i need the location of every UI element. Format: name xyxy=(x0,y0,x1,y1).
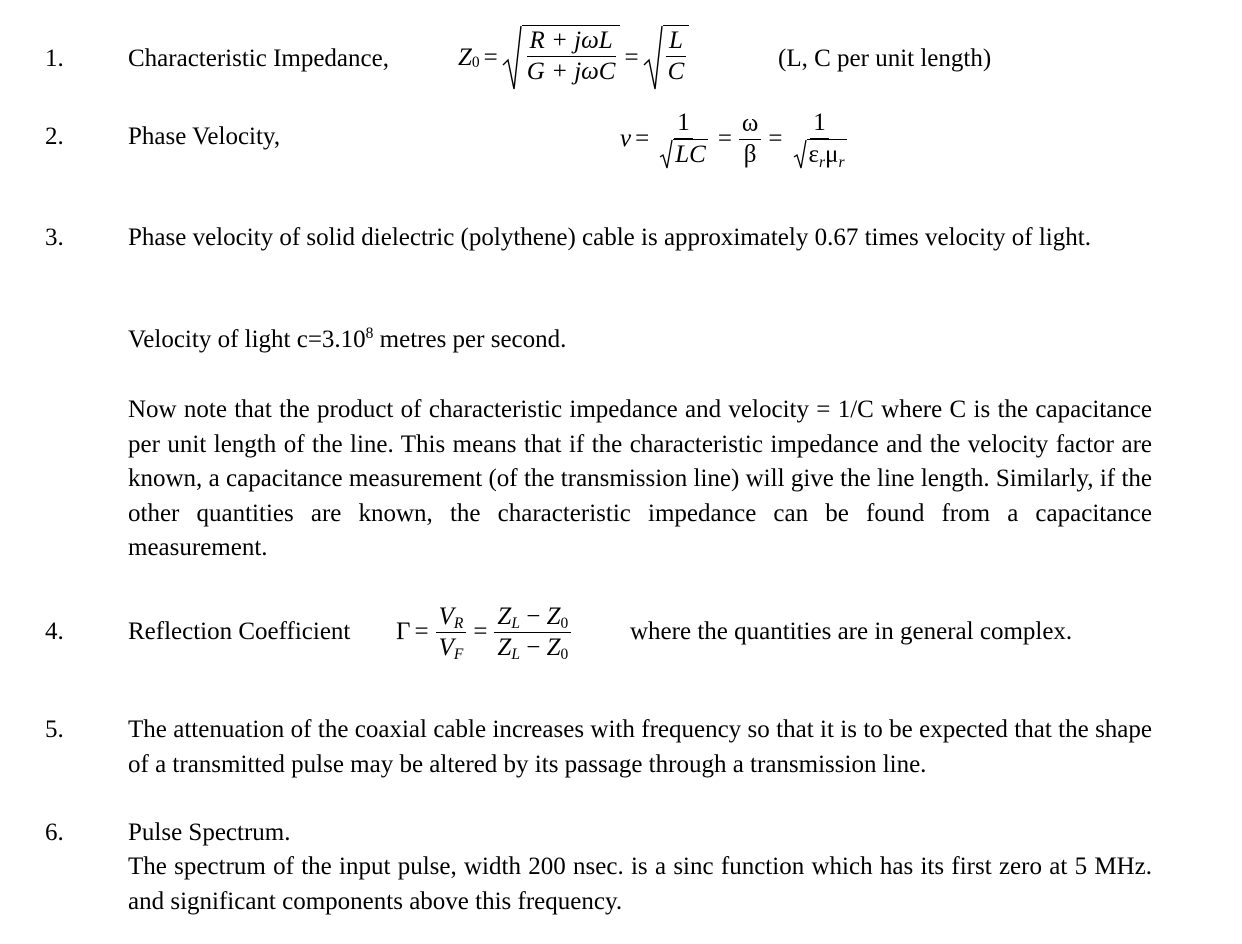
item-6-paragraph: The spectrum of the input pulse, width 200 nsec. is a sinc function which has its first zero at 5 MHz. and significant components above this frequency. xyxy=(128,853,1152,915)
reflection-coefficient-formula xyxy=(396,597,574,667)
radical-sign-icon xyxy=(502,25,522,91)
gamma-symbol: Γ xyxy=(396,618,411,645)
item-2-label: Phase Velocity, xyxy=(128,123,281,150)
item-4-number: 4. xyxy=(45,618,64,645)
equals-sign: = xyxy=(624,44,639,71)
characteristic-impedance-formula: Z 0 = $\frac{\text{R + jωL}}{\text{G + jωC}}$ = $\frac{L}{C}$ xyxy=(458,18,689,98)
lc-radicand: LC xyxy=(675,141,706,169)
zl-symbol: Z xyxy=(497,633,512,661)
item-5-paragraph: The attenuation of the coaxial cable increases with frequency so that it is to be expected that the shape of a transmitted pulse may be altered by its passage through a transmission line. xyxy=(128,716,1152,778)
vf-subscript: F xyxy=(453,646,464,664)
zl-symbol: Z xyxy=(497,602,512,630)
sqrt-lc xyxy=(659,139,708,170)
sqrt-impedance-ratio xyxy=(502,25,621,91)
c-denominator: C xyxy=(667,58,685,85)
item-6-number: 6. xyxy=(45,819,64,846)
light-exponent: 8 xyxy=(365,325,374,343)
equals-sign: = xyxy=(473,618,488,645)
equals-sign: = xyxy=(768,125,783,152)
radical-sign-icon xyxy=(659,139,673,169)
item-3-number: 3. xyxy=(45,224,64,251)
z0-subscript: 0 xyxy=(560,615,569,633)
phase-velocity-formula xyxy=(620,100,853,178)
item-1-label: Characteristic Impedance, xyxy=(128,45,389,72)
equals-sign: = xyxy=(635,125,650,152)
radical-sign-icon xyxy=(793,139,807,169)
one-numerator: 1 xyxy=(674,108,693,139)
z0-symbol: Z xyxy=(546,602,561,630)
item-3-paragraph-1: Phase velocity of solid dielectric (polythene) cable is approximately 0.67 times velocity of light. xyxy=(128,224,1091,251)
sqrt-l-over-c xyxy=(643,25,690,91)
zl-subscript: L xyxy=(511,646,520,664)
minus-sign: − xyxy=(519,633,547,661)
mu-symbol: μ xyxy=(825,141,839,169)
item-4-trailing-text: where the quantities are in general complex. xyxy=(630,618,1073,645)
item-5-number: 5. xyxy=(45,716,64,743)
item-6-heading: Pulse Spectrum. xyxy=(128,819,291,846)
radical-sign-icon xyxy=(643,25,663,91)
zl-subscript: L xyxy=(511,615,520,633)
omega-numerator: ω xyxy=(739,109,761,140)
one-numerator: 1 xyxy=(810,108,829,139)
item-4-label: Reflection Coefficient xyxy=(128,618,351,645)
sqrt-eps-mu xyxy=(793,139,847,170)
equals-sign: = xyxy=(717,125,732,152)
mu-subscript: r xyxy=(838,154,845,172)
light-suffix: metres per second. xyxy=(373,326,567,353)
z0-subscript: 0 xyxy=(560,646,569,664)
equals-sign: = xyxy=(483,44,498,71)
equals-sign: = xyxy=(414,618,429,645)
vf-symbol: V xyxy=(438,633,454,661)
l-numerator: L xyxy=(666,26,686,57)
epsilon-symbol: ε xyxy=(808,141,819,169)
z0-symbol: Z xyxy=(546,633,561,661)
impedance-denominator: G + jωC xyxy=(526,58,616,85)
vr-symbol: V xyxy=(438,602,454,630)
item-2-number: 2. xyxy=(45,123,64,150)
item-1-number: 1. xyxy=(45,45,64,72)
minus-sign: − xyxy=(519,602,547,630)
light-prefix: Velocity of light c=3.10 xyxy=(128,326,366,353)
epsilon-subscript: r xyxy=(819,154,826,172)
impedance-numerator: R + jωL xyxy=(527,26,616,57)
beta-denominator: β xyxy=(743,140,757,168)
vr-subscript: R xyxy=(453,615,464,633)
item-3-paragraph-2: Now note that the product of characteristic impedance and velocity = 1/C where C is the capacitance per unit length of the line. This means that if the characteristic impedance and the velocity factor are known, a capacitance measurement (of the transmission line) will give the line length. Similarly, if the other quantities are known, the characteristic impedance can be found from a capacitance measurement. xyxy=(128,396,1152,561)
item-1-note: (L, C per unit length) xyxy=(778,45,992,72)
v-symbol: v xyxy=(620,125,632,152)
velocity-of-light-line xyxy=(128,323,566,357)
z0-symbol: Z xyxy=(458,44,472,71)
